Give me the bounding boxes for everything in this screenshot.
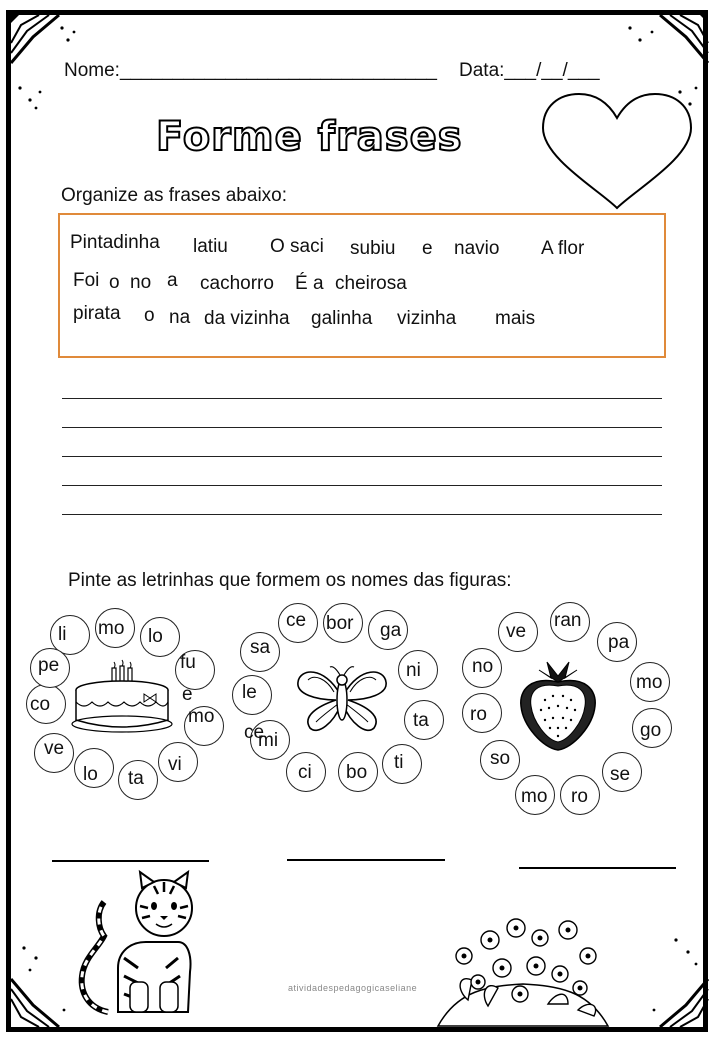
syllable-label: ni xyxy=(406,660,421,681)
syllable-label: co xyxy=(30,694,51,715)
syllable-label: ga xyxy=(380,620,402,641)
syllable-label: ci xyxy=(298,762,312,783)
word-card: Foi xyxy=(73,270,100,291)
word-card: na xyxy=(169,307,191,328)
word-card: galinha xyxy=(311,308,373,329)
strawberry-icon xyxy=(517,660,599,752)
writing-line[interactable] xyxy=(62,456,662,457)
word-card: a xyxy=(167,270,178,291)
word-card: cachorro xyxy=(200,273,274,294)
answer-line-cake[interactable] xyxy=(52,860,209,862)
syllable-label: ta xyxy=(413,710,429,731)
writing-line[interactable] xyxy=(62,398,662,399)
word-card: e xyxy=(422,238,433,259)
syllable-label: ran xyxy=(554,610,582,631)
heart-icon xyxy=(539,92,695,212)
syllable-label: ve xyxy=(44,738,65,759)
page-title-text: Forme frases xyxy=(156,114,463,160)
page-title xyxy=(150,108,490,162)
syllable-label: se xyxy=(610,764,631,785)
tiger-icon xyxy=(68,872,218,1022)
word-card: subiu xyxy=(350,238,396,259)
syllable-label: ve xyxy=(506,621,527,642)
word-card: vizinha xyxy=(397,308,457,329)
name-field[interactable] xyxy=(64,60,437,82)
word-card: mais xyxy=(495,308,536,329)
instruction-paint: Pinte as letrinhas que formem os nomes das figuras: xyxy=(68,570,512,591)
writing-line[interactable] xyxy=(62,514,662,515)
syllable-label: ti xyxy=(394,752,404,773)
name-blank[interactable]: ______________________________ xyxy=(119,60,437,81)
date-blank[interactable]: ___/__/___ xyxy=(504,60,600,81)
word-card: pirata xyxy=(73,303,121,324)
syllable-label: pa xyxy=(608,632,630,653)
word-card: o xyxy=(144,305,155,326)
word-card: da vizinha xyxy=(204,308,290,329)
answer-line-strawberry[interactable] xyxy=(519,867,676,869)
syllable-label: le xyxy=(242,682,257,703)
watermark: atividadespedagogicaseliane xyxy=(288,983,418,993)
syllable-label: ce xyxy=(244,722,265,743)
word-card: navio xyxy=(454,238,500,259)
syllable-label: no xyxy=(472,656,494,677)
word-card: cheirosa xyxy=(335,273,407,294)
syllable-label: mi xyxy=(258,730,279,751)
syllable-label: mo xyxy=(188,706,215,727)
syllable-label: e xyxy=(182,684,193,705)
writing-line[interactable] xyxy=(62,485,662,486)
syllable-label: vi xyxy=(168,754,182,775)
word-card: no xyxy=(130,272,152,293)
syllable-label: lo xyxy=(148,626,163,647)
word-card: É a xyxy=(295,273,324,294)
flowers-icon xyxy=(428,910,618,1028)
syllable-label: bo xyxy=(346,762,368,783)
syllable-label: ro xyxy=(470,704,487,725)
syllable-label: ta xyxy=(128,768,144,789)
syllable-label: pe xyxy=(38,655,60,676)
word-card: O saci xyxy=(270,236,324,257)
syllable-label: bor xyxy=(326,613,354,634)
syllable-label: ce xyxy=(286,610,307,631)
syllable-label: sa xyxy=(250,637,271,658)
word-card: Pintadinha xyxy=(70,232,160,253)
instruction-organize: Organize as frases abaixo: xyxy=(61,185,288,206)
word-card: o xyxy=(109,272,120,293)
word-card: A flor xyxy=(541,238,585,259)
butterfly-icon xyxy=(294,664,390,734)
syllable-label: mo xyxy=(521,786,548,807)
syllable-label: ro xyxy=(571,786,588,807)
writing-line[interactable] xyxy=(62,427,662,428)
word-card: latiu xyxy=(193,236,228,257)
date-label: Data: xyxy=(459,60,505,81)
name-label: Nome: xyxy=(64,60,120,81)
syllable-label: lo xyxy=(83,764,98,785)
date-field[interactable] xyxy=(459,60,600,82)
syllable-label: mo xyxy=(98,618,125,639)
syllable-label: mo xyxy=(636,672,663,693)
syllable-label: fu xyxy=(180,652,196,673)
syllable-label: so xyxy=(490,748,511,769)
answer-line-butterfly[interactable] xyxy=(287,859,445,861)
cake-icon xyxy=(72,662,172,736)
syllable-label: go xyxy=(640,720,662,741)
syllable-label: li xyxy=(58,624,67,645)
